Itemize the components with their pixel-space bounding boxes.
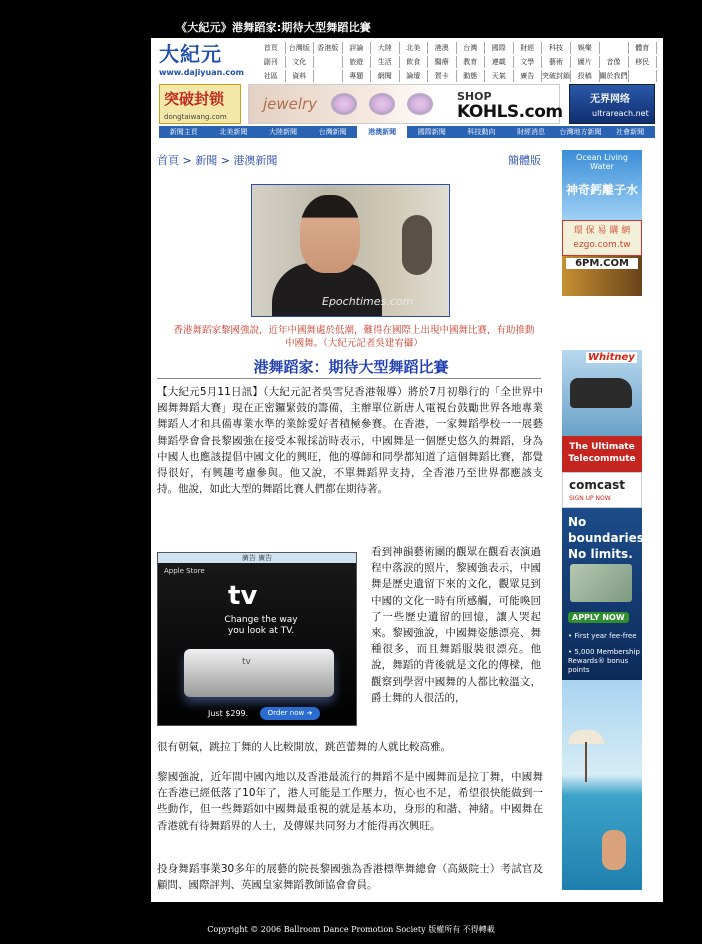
apple-tv-ad[interactable] bbox=[157, 552, 357, 726]
top-nav-item[interactable]: 生活 bbox=[371, 56, 400, 68]
6pm-label: 6PM.COM bbox=[566, 258, 638, 269]
banner-row bbox=[159, 84, 655, 126]
apply-now-button[interactable]: APPLY NOW bbox=[568, 612, 629, 623]
whitney-ad[interactable] bbox=[562, 350, 642, 436]
apple-tv-device bbox=[184, 649, 334, 697]
ezgo-line2: ezgo.com.tw bbox=[573, 240, 631, 250]
top-nav-item[interactable]: 旅遊 bbox=[343, 56, 372, 68]
top-nav-item[interactable]: 醫療 bbox=[428, 56, 457, 68]
photo-watermark: Epochtimes.com bbox=[322, 295, 414, 308]
section-tab[interactable]: 科技動向 bbox=[467, 128, 496, 136]
water-ad-top: Ocean Living Water bbox=[576, 153, 628, 171]
dongtaiwang-title: 突破封锁 bbox=[164, 90, 225, 108]
top-nav-item[interactable]: 網聞 bbox=[371, 70, 400, 82]
top-nav-item[interactable]: 港澳 bbox=[428, 42, 457, 54]
ad-label: 廣告 廣告 bbox=[158, 553, 356, 563]
top-nav-item[interactable]: 藝術 bbox=[542, 56, 571, 68]
ultrareach-title: 无界网络 bbox=[590, 94, 630, 105]
section-tab[interactable]: 財經消息 bbox=[516, 128, 545, 136]
article-headline: 港舞蹈家：期待大型舞蹈比賽 bbox=[253, 358, 449, 376]
background-figure bbox=[402, 215, 432, 275]
kohls-banner[interactable] bbox=[248, 84, 563, 124]
top-nav-item[interactable]: 文學 bbox=[514, 56, 543, 68]
breadcrumb-home[interactable]: 首頁 bbox=[157, 154, 179, 167]
top-nav-item[interactable]: 台灣 bbox=[457, 42, 486, 54]
section-tab[interactable]: 社會新聞 bbox=[616, 128, 645, 136]
logo-url: www.dajiyuan.com bbox=[159, 68, 244, 77]
top-nav-item bbox=[600, 42, 629, 54]
amex-benefit-1: • First year fee-free bbox=[568, 632, 637, 640]
beach-ad-image[interactable] bbox=[562, 680, 642, 890]
site-logo[interactable] bbox=[159, 43, 255, 85]
apple-tv-price: Just $299. bbox=[208, 709, 249, 718]
top-nav-item[interactable]: 副刊 bbox=[257, 56, 286, 68]
top-nav-item[interactable]: 圖片 bbox=[571, 56, 600, 68]
comcast-ad[interactable] bbox=[562, 472, 642, 508]
top-nav-item[interactable]: 社區 bbox=[257, 70, 286, 82]
ultrareach-url: ultrareach.net bbox=[592, 109, 649, 118]
top-nav-item[interactable]: 評論 bbox=[343, 42, 372, 54]
ring-icon bbox=[331, 93, 357, 115]
apple-tv-product: tv bbox=[228, 581, 258, 611]
top-nav-item[interactable]: 連載 bbox=[485, 56, 514, 68]
section-tab[interactable]: 台灣新聞 bbox=[318, 128, 347, 136]
top-nav-item[interactable]: 娛樂 bbox=[571, 42, 600, 54]
breadcrumb-separator: > bbox=[217, 154, 234, 167]
top-nav-item[interactable]: 資料 bbox=[286, 70, 315, 82]
apple-tv-logo bbox=[228, 581, 257, 611]
article-paragraph-3: 黎國強說，近年間中國內地以及香港最流行的舞蹈不是中國舞而是拉丁舞，中國舞在香港已經低落了10年了，港人可能是工作壓力，恆心也不足，希望很快能做到一些動作，但一些舞蹈如中國舞最重視的就是基本功，身形的和諧、神緒。中國舞在香港就有待舞蹈界的人士，及傳媒共同努力才能得再次興旺。 bbox=[157, 771, 543, 832]
amex-ad[interactable] bbox=[562, 508, 649, 680]
apple-store-label: Apple Store bbox=[164, 567, 205, 575]
top-nav-item[interactable]: 大陸 bbox=[371, 42, 400, 54]
breadcrumb-separator: > bbox=[179, 154, 196, 167]
top-nav-item[interactable]: 財經 bbox=[514, 42, 543, 54]
order-now-button[interactable]: Order now ➔ bbox=[260, 707, 320, 720]
section-tab[interactable]: 北美新聞 bbox=[219, 128, 248, 136]
top-nav-item[interactable]: 香港版 bbox=[314, 42, 343, 54]
top-nav-item[interactable]: 首頁 bbox=[257, 42, 286, 54]
comcast-logo: comcast bbox=[569, 478, 625, 492]
dongtaiwang-url: dongtaiwang.com bbox=[164, 113, 227, 121]
top-nav-item[interactable]: 台灣版 bbox=[286, 42, 315, 54]
top-nav-item[interactable]: 國際 bbox=[485, 42, 514, 54]
top-nav-item[interactable]: 文化 bbox=[286, 56, 315, 68]
amex-headline: No boundaries. No limits. bbox=[568, 515, 649, 561]
whitney-label: Whitney bbox=[588, 352, 635, 363]
article-paragraph-2-continued: 很有朝氣，跳拉丁舞的人比較開放，跳芭蕾舞的人就比較高雅。 bbox=[157, 741, 451, 753]
comcast-signup: SIGN UP NOW. bbox=[569, 495, 612, 502]
window-title: 《大紀元》港舞蹈家:期待大型舞蹈比賽 bbox=[176, 21, 371, 34]
kohls-shop-text: SHOP bbox=[457, 90, 492, 103]
simplified-chinese-link[interactable]: 簡體版 bbox=[508, 154, 541, 167]
section-tab[interactable]: 國際新聞 bbox=[417, 128, 446, 136]
article-photo bbox=[251, 184, 450, 317]
section-tab[interactable]: 大陸新聞 bbox=[268, 128, 297, 136]
top-nav-item[interactable]: 教育 bbox=[457, 56, 486, 68]
top-nav-item bbox=[314, 56, 343, 68]
water-ad[interactable] bbox=[562, 150, 642, 220]
top-nav-item bbox=[629, 70, 658, 82]
article-paragraph-4: 投身舞蹈事業30多年的展藝的院長黎國強為香港標準舞總會（高級院士）考試官及顧問、國際評判、英國皇家舞蹈教師協會會員。 bbox=[157, 863, 543, 892]
ring-icon bbox=[369, 93, 395, 115]
apple-tv-tagline: Change the way you look at TV. bbox=[224, 615, 298, 636]
top-nav-grid bbox=[257, 42, 657, 82]
section-tab[interactable]: 港澳新聞 bbox=[357, 126, 407, 138]
top-nav-item[interactable]: 動態 bbox=[457, 70, 486, 82]
telecommute-ad[interactable]: The Ultimate Telecommute bbox=[562, 436, 642, 472]
amex-benefit-2: • 5,000 Membership Rewards® bonus points bbox=[568, 648, 640, 674]
top-nav-item[interactable]: 投稿 bbox=[571, 70, 600, 82]
logo-name: 大紀元 bbox=[159, 42, 222, 66]
page-footer: Copyright © 2006 Ballroom Dance Promotion Society 版權所有 不得轉載 bbox=[207, 925, 495, 934]
umbrella-pole bbox=[585, 742, 587, 782]
article-page bbox=[151, 38, 663, 902]
top-nav-item[interactable]: 科技 bbox=[542, 42, 571, 54]
ultrareach-banner[interactable] bbox=[569, 84, 655, 124]
photo-caption: 香港舞蹈家黎國強說，近年中國舞處於低潮，難得在國際上出現中國舞比賽，有助推動中國舞。（大紀元記者吳建宥攝） bbox=[173, 325, 535, 349]
breadcrumb-news[interactable]: 新聞 bbox=[195, 154, 218, 167]
water-ad-title: 神奇鈣離子水 bbox=[565, 183, 638, 197]
top-nav-item[interactable]: 天氣 bbox=[485, 70, 514, 82]
divider bbox=[157, 378, 541, 379]
section-tab[interactable]: 台灣地方新聞 bbox=[559, 128, 602, 136]
right-ads-bottom bbox=[562, 350, 649, 890]
top-nav-item[interactable]: 廣告 bbox=[514, 70, 543, 82]
top-nav-item[interactable]: 體育 bbox=[629, 42, 658, 54]
top-nav-item[interactable]: 賀卡 bbox=[428, 70, 457, 82]
car-image bbox=[570, 378, 632, 408]
dongtaiwang-banner[interactable] bbox=[159, 84, 241, 124]
top-nav-item[interactable]: 飲食 bbox=[400, 56, 429, 68]
6pm-ad[interactable] bbox=[562, 256, 642, 296]
top-nav-item[interactable]: 專題 bbox=[343, 70, 372, 82]
breadcrumb bbox=[157, 152, 277, 168]
top-nav-item[interactable]: 移民 bbox=[629, 56, 658, 68]
person-face bbox=[300, 195, 360, 273]
credit-card-image bbox=[570, 564, 632, 602]
top-nav-item bbox=[314, 70, 343, 82]
top-nav-item[interactable]: 突破封鎖 bbox=[542, 72, 570, 80]
article-paragraph-2: 看到神韻藝術團的觀眾在觀看表演過程中落淚的照片，黎國強表示，中國舞是歷史遺留下來的文化，觀眾見到中國的文化一時有所感觸，可能喚回了一些歷史遺留的回憶，讓人哭起來。黎國強說，中國舞姿態漂亮、舞種很多，而且舞蹈服裝很漂亮。他說，舞蹈的背後就是文化的傳樑，他觀察到學習中國舞的人都比較溫文，爵士舞的人很活的， bbox=[371, 546, 541, 704]
top-nav-item[interactable]: 關於我們 bbox=[599, 72, 628, 80]
top-nav-item[interactable]: 音像 bbox=[600, 56, 629, 68]
ezgo-line1: 環 保 易 購 網 bbox=[573, 226, 631, 236]
kohls-jewelry-text: jewelry bbox=[263, 95, 318, 113]
top-nav-item[interactable]: 論壇 bbox=[400, 70, 429, 82]
breadcrumb-section[interactable]: 港澳新聞 bbox=[233, 154, 278, 167]
device-label: tv bbox=[242, 657, 251, 667]
kohls-brand: KOHLS.com bbox=[457, 102, 563, 122]
ezgo-ad[interactable] bbox=[562, 220, 642, 256]
section-tab[interactable]: 新聞主頁 bbox=[169, 128, 198, 136]
feet-shape bbox=[602, 830, 626, 870]
top-nav-item[interactable]: 北美 bbox=[400, 42, 429, 54]
article-paragraph-1: 【大紀元5月11日訊】（大紀元記者吳雪兒香港報導）將於7月初舉行的「全世界中國舞舞蹈大賽」現在正密鑼緊鼓的籌備，主辦單位新唐人電視台鼓勵世界各地專業舞蹈人才和具備專業水準的業餘愛好者積極參賽。在香港，一家舞蹈學校一一展藝舞蹈學會會長黎國強在接受本報採訪時表示，中國舞是一個歷史悠久的舞蹈，身為中國人也應該提倡中國文化的興旺，他的導師和同學都知道了這個舞蹈比賽，都覺得很好，有興趣考慮參與。他又說，不單舞蹈界支持，全香港乃至世界都應該支持。他說，如此大型的舞蹈比賽人們都在期待著。 bbox=[157, 386, 543, 496]
right-ads-top bbox=[562, 150, 642, 298]
ring-icon bbox=[407, 93, 433, 115]
section-navbar bbox=[159, 126, 655, 138]
